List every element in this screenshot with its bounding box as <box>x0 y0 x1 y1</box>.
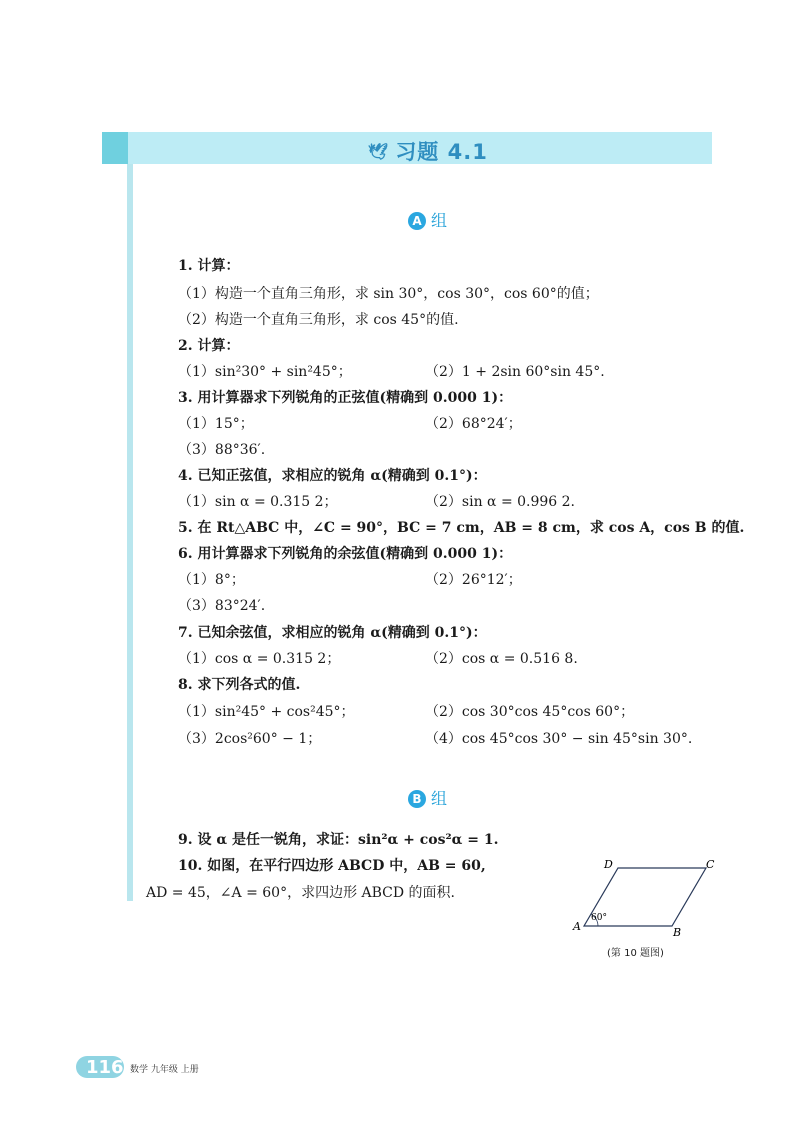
question-1-part-2: （2）构造一个直角三角形，求 cos 45°的值. <box>178 312 459 328</box>
vertex-b-label: B <box>673 926 682 939</box>
angle-label: 60° <box>591 913 607 923</box>
question-3-part-2: （2）68°24′； <box>425 416 522 432</box>
question-6-part-2: （2）26°12′； <box>425 572 522 588</box>
question-2-part-2: （2）1 + 2sin 60°sin 45°. <box>425 364 605 380</box>
vertex-a-label: A <box>573 920 581 933</box>
question-8-part-2: （2）cos 30°cos 45°cos 60°； <box>425 704 635 720</box>
group-a-heading <box>408 208 447 231</box>
bird-icon: 🕊 <box>368 142 390 161</box>
question-8-part-3: （3）2cos²60° − 1； <box>178 731 322 747</box>
question-5: 5. 在 Rt△ABC 中，∠C = 90°，BC = 7 cm，AB = 8 cm，求 cos A，cos B 的值. <box>178 520 745 536</box>
vertex-d-label: D <box>604 858 613 871</box>
question-10-line-2: AD = 45，∠A = 60°，求四边形 ABCD 的面积. <box>146 885 456 901</box>
question-7-part-1: （1）cos α = 0.315 2； <box>178 651 341 667</box>
footer-text: 数学 九年级 上册 <box>130 1065 199 1075</box>
header-square <box>102 132 128 164</box>
question-2: 2. 计算： <box>178 338 240 354</box>
group-b-heading <box>408 786 447 809</box>
question-2-part-1: （1）sin²30° + sin²45°； <box>178 364 352 380</box>
question-9: 9. 设 α 是任一锐角，求证：sin²α + cos²α = 1. <box>178 832 499 848</box>
question-3-part-3: （3）88°36′. <box>178 442 266 458</box>
question-8-part-1: （1）sin²45° + cos²45°； <box>178 704 355 720</box>
question-4-part-2: （2）sin α = 0.996 2. <box>425 494 576 510</box>
question-6-part-1: （1）8°； <box>178 572 245 588</box>
group-a-badge: A <box>408 212 426 230</box>
group-b-badge: B <box>408 790 426 808</box>
question-7-part-2: （2）cos α = 0.516 8. <box>425 651 578 667</box>
question-3: 3. 用计算器求下列锐角的正弦值(精确到 0.000 1)： <box>178 390 513 406</box>
question-1-part-1: （1）构造一个直角三角形，求 sin 30°，cos 30°，cos 60°的值； <box>178 286 599 302</box>
question-4-part-1: （1）sin α = 0.315 2； <box>178 494 338 510</box>
exercise-title <box>368 136 488 166</box>
figure-caption: (第 10 题图) <box>607 948 664 959</box>
question-8-part-4: （4）cos 45°cos 30° − sin 45°sin 30°. <box>425 731 693 747</box>
question-6: 6. 用计算器求下列锐角的余弦值(精确到 0.000 1)： <box>178 546 513 562</box>
group-a-label: 组 <box>431 211 448 230</box>
page-number: 116 <box>86 1057 124 1078</box>
question-7: 7. 已知余弦值，求相应的锐角 α(精确到 0.1°)： <box>178 625 487 641</box>
left-margin-bar <box>127 163 133 901</box>
question-8: 8. 求下列各式的值. <box>178 677 301 693</box>
vertex-c-label: C <box>706 858 715 871</box>
question-10-line-1: 10. 如图，在平行四边形 ABCD 中，AB = 60, <box>178 858 486 874</box>
parallelogram-figure <box>560 850 730 940</box>
question-6-part-3: （3）83°24′. <box>178 598 266 614</box>
question-4: 4. 已知正弦值，求相应的锐角 α(精确到 0.1°)： <box>178 468 487 484</box>
question-3-part-1: （1）15°； <box>178 416 254 432</box>
question-1: 1. 计算： <box>178 258 240 274</box>
title-text: 习题 4.1 <box>395 140 488 164</box>
group-b-label: 组 <box>431 789 448 808</box>
